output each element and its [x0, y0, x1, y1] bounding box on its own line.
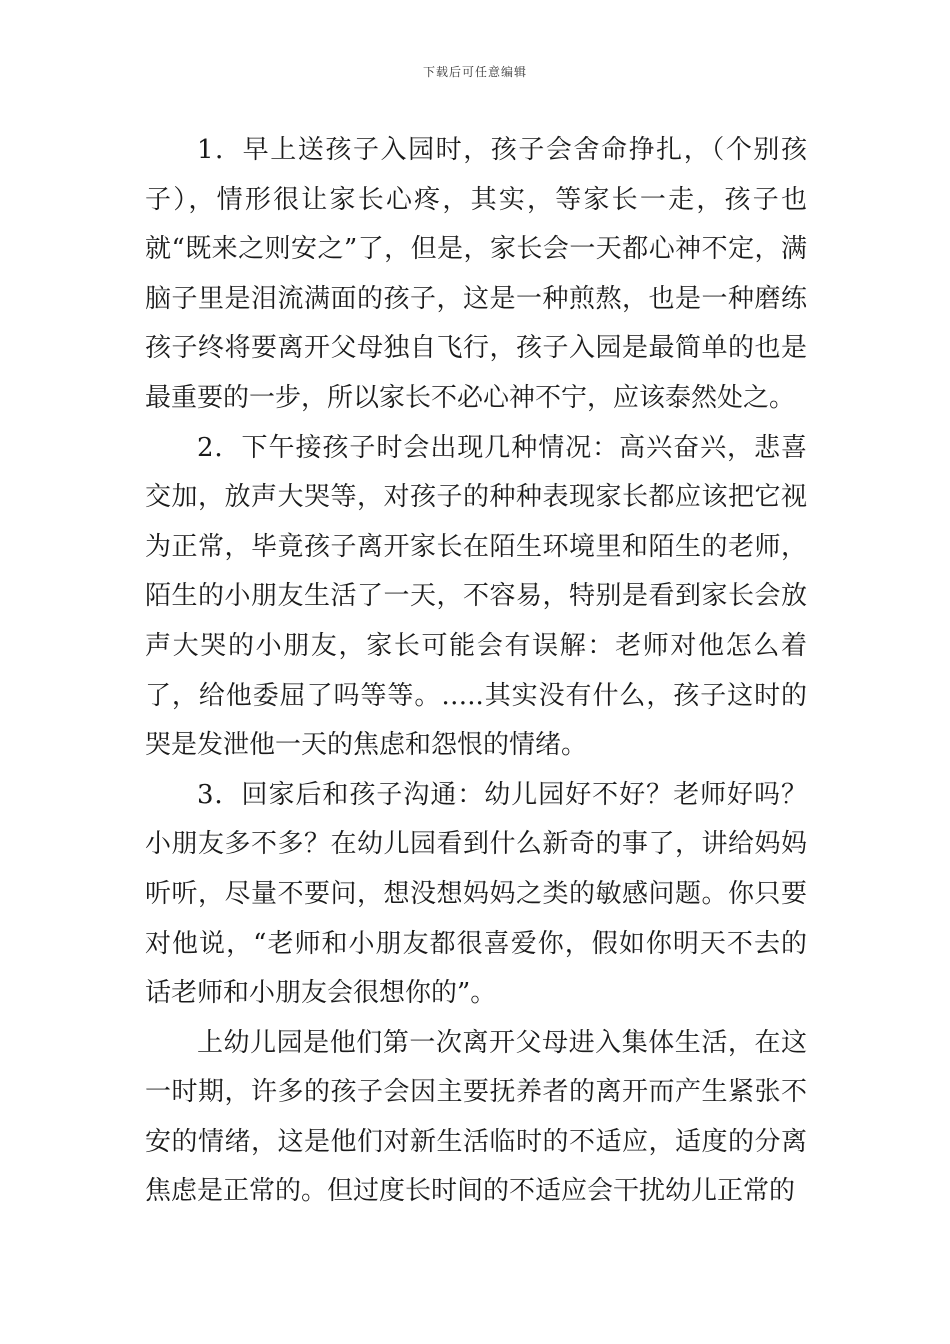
paragraph-morning-dropoff: 1．早上送孩子入园时，孩子会舍命挣扎，（个别孩子），情形很让家长心疼，其实，等家长一走，孩子也就“既来之则安之”了，但是，家长会一天都心神不定，满脑子里是泪流满面的孩子，这是一种煎熬，也是一种磨练孩子终将要离开父母独自飞行，孩子入园是最简单的也是最重要的一步，所以家长不必心神不宁，应该泰然处之。	[145, 135, 807, 413]
paragraph-afternoon-pickup: 2．下午接孩子时会出现几种情况：高兴奋兴，悲喜交加，放声大哭等，对孩子的种种表现家长都应该把它视为正常，毕竟孩子离开家长在陌生环境里和陌生的老师，陌生的小朋友生活了一天，不容易，特别是看到家长会放声大哭的小朋友，家长可能会有误解：老师对他怎么着了，给他委屈了吗等等。…..其实没有什么，孩子这时的哭是发泄他一天的焦虑和怨恨的情绪。	[145, 432, 807, 761]
paragraph-separation-anxiety: 上幼儿园是他们第一次离开父母进入集体生活，在这一时期，许多的孩子会因主要抚养者的离开而产生紧张不安的情绪，这是他们对新生活临时的不适应，适度的分离焦虑是正常的。但过度长时间的不适应会干扰幼儿正常的	[145, 1027, 807, 1207]
page-header-note: 下载后可任意编辑	[422, 65, 527, 79]
paragraph-home-communication: 3．回家后和孩子沟通：幼儿园好不好？老师好吗？小朋友多不多？在幼儿园看到什么新奇的事了，讲给妈妈听听，尽量不要问，想没想妈妈之类的敏感问题。你只要对他说，“老师和小朋友都很喜爱你，假如你明天不去的话老师和小朋友会很想你的”。	[145, 779, 807, 1009]
document-body	[145, 126, 807, 1217]
